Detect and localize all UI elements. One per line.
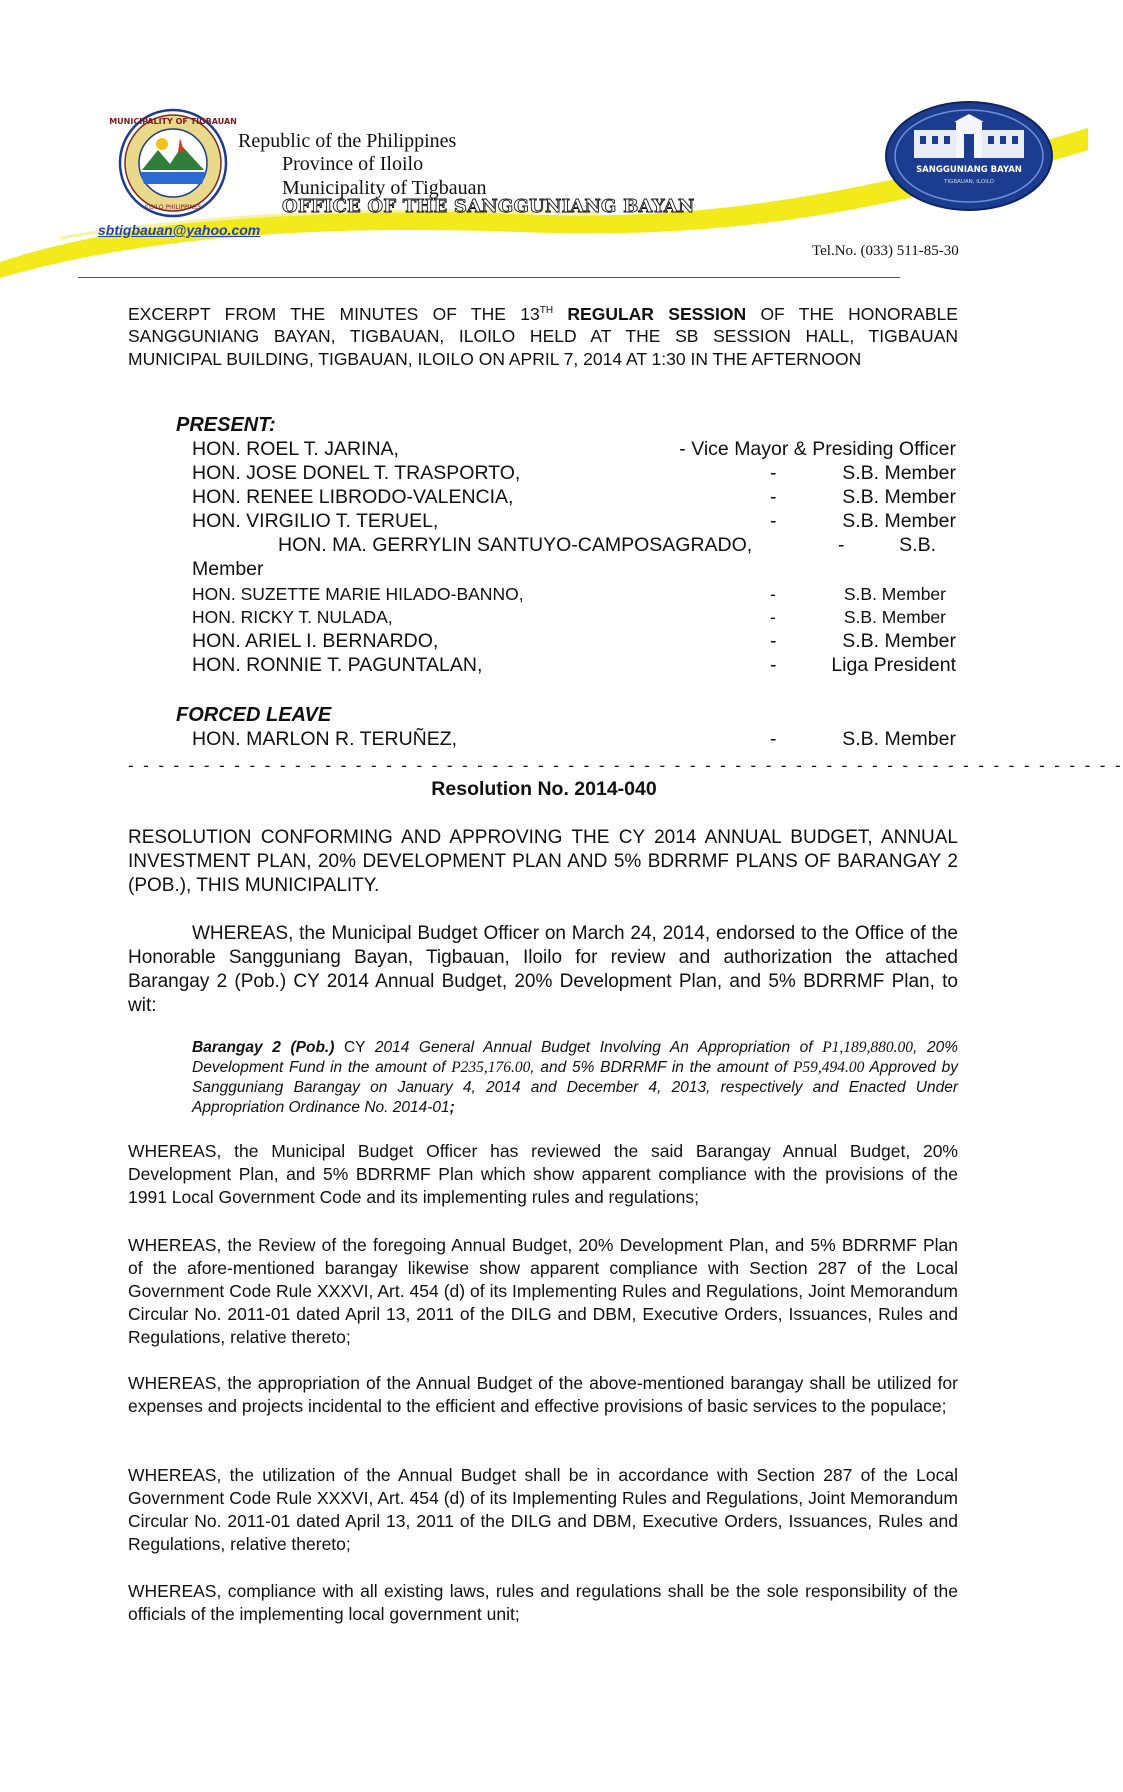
resolution-title: RESOLUTION CONFORMING AND APPROVING THE CY 2014 ANNUAL BUDGET, ANNUAL INVESTMENT PLAN, 20% DEVELOPMENT PLAN AND 5% BDRRMF PLANS OF BARANGAY 2 (POB.), THIS MUNICIPALITY.: [128, 827, 958, 896]
whereas-appropriation: WHEREAS, the appropriation of the Annual Budget of the above-mentioned barangay shall be utilized for expenses and projects incidental to the efficient and effective provisions of basic services to the populace;: [128, 1373, 958, 1416]
municipality-line: Municipality of Tigbauan: [282, 177, 487, 199]
member-row: HON. MA. GERRYLIN SANTUYO-CAMPOSAGRADO, - S.B.: [278, 534, 936, 556]
whereas-responsibility: WHEREAS, compliance with all existing laws, rules and regulations shall be the sole responsibility of the officials of the implementing local government unit;: [128, 1581, 958, 1624]
resolution-number: Resolution No. 2014-040: [431, 778, 657, 800]
dashed-separator: - - - - - - - - - - - - - - - - - - - - - - - - - - - - - - - - - - - - - - - - - - - - - - - - - - - - - - - - - - - - - - - - - -: [128, 756, 1123, 775]
forced-leave-row: HON. MARLON R. TERUÑEZ, - S.B. Member: [192, 728, 956, 750]
excerpt-paragraph: EXCERPT FROM THE MINUTES OF THE 13TH REGULAR SESSION OF THE HONORABLE SANGGUNIANG BAYAN, TIGBAUAN, ILOILO HELD AT THE SB SESSION HALL, TIGBAUAN MUNICIPAL BUILDING, TIGBAUAN, ILOILO ON APRIL 7, 2014 AT 1:30 IN THE AFTERNOON: [128, 303, 958, 369]
member-row: HON. ARIEL I. BERNARDO, - S.B. Member: [192, 630, 956, 652]
whereas-utilization: WHEREAS, the utilization of the Annual Budget shall be in accordance with Section 287 of the Local Government Code Rule XXXVI, Art. 454 (d) of its Implementing Rules and Regulations, Joint Memorandum Circular No. 2011-01 dated April 13, 2011 of the DILG and DBM, Executive Orders, Issuances, Rules and Regulations, relative thereto;: [128, 1465, 958, 1554]
whereas-review: WHEREAS, the Municipal Budget Officer has reviewed the said Barangay Annual Budget, 20% Development Plan, and 5% BDRRMF Plan which show apparent compliance with the provisions of the 1991 Local Government Code and its implementing rules and regulations;: [128, 1141, 958, 1207]
logo-title-text: SANGGUNIANG BAYAN: [916, 165, 1022, 175]
telephone-number: Tel.No. (033) 511-85-30: [812, 243, 959, 259]
member-row: HON. RICKY T. NULADA, - S.B. Member: [192, 607, 946, 627]
present-heading: PRESENT:: [176, 414, 276, 436]
member-row: HON. SUZETTE MARIE HILADO-BANNO, - S.B. Member: [192, 584, 946, 604]
seal-bottom-text: ILOILO PHILIPPINES: [144, 204, 202, 211]
municipal-seal-icon: [109, 108, 237, 218]
province-line: Province of Iloilo: [282, 153, 424, 175]
member-row: HON. ROEL T. JARINA, - Vice Mayor & Presiding Officer: [192, 438, 956, 460]
logo-sub-text: TIGBAUAN, ILOILO: [944, 179, 994, 185]
member-row-wrap: Member: [192, 558, 264, 580]
member-row: HON. RENEE LIBRODO-VALENCIA, - S.B. Member: [192, 486, 956, 508]
forced-leave-heading: FORCED LEAVE: [176, 704, 332, 726]
seal-top-text: MUNICIPALITY OF TIGBAUAN: [109, 117, 237, 126]
email-link[interactable]: sbtigbauan@yahoo.com: [98, 222, 261, 238]
budget-quote: Barangay 2 (Pob.) CY 2014 General Annual Budget Involving An Appropriation of P1,189,880.00, 20% Development Fund in the amount of P235,176.00, and 5% BDRRMF in the amount of P59,494.00 Approved by Sangguniang Barangay on January 4, 2014 and December 4, 2013, respectively and Enacted Under Appropriation Ordinance No. 2014-01;: [192, 1039, 958, 1116]
header-divider: [78, 277, 900, 278]
republic-line: Republic of the Philippines: [238, 130, 457, 152]
member-row: HON. VIRGILIO T. TERUEL, - S.B. Member: [192, 510, 956, 532]
whereas-endorsement: WHEREAS, the Municipal Budget Officer on March 24, 2014, endorsed to the Office of the Honorable Sangguniang Bayan, Tigbauan, Iloilo for review and authorization the attached Barangay 2 (Pob.) CY 2014 Annual Budget, 20% Development Plan, and 5% BDRRMF Plan, to wit:: [128, 923, 958, 1016]
office-title: OFFICE OF THE SANGGUNIANG BAYAN: [282, 196, 695, 217]
whereas-compliance: WHEREAS, the Review of the foregoing Annual Budget, 20% Development Plan, and 5% BDRRMF Plan of the afore-mentioned barangay likewise show apparent compliance with Section 287 of the Local Government Code Rule XXXVI, Art. 454 (d) of its Implementing Rules and Regulations, Joint Memorandum Circular No. 2011-01 dated April 13, 2011 of the DILG and DBM, Executive Orders, Issuances, Rules and Regulations, relative thereto;: [128, 1235, 958, 1347]
member-row: HON. RONNIE T. PAGUNTALAN, - Liga President: [192, 654, 956, 676]
member-row: HON. JOSE DONEL T. TRASPORTO, - S.B. Member: [192, 462, 956, 484]
sangguniang-bayan-logo-icon: [884, 100, 1054, 212]
